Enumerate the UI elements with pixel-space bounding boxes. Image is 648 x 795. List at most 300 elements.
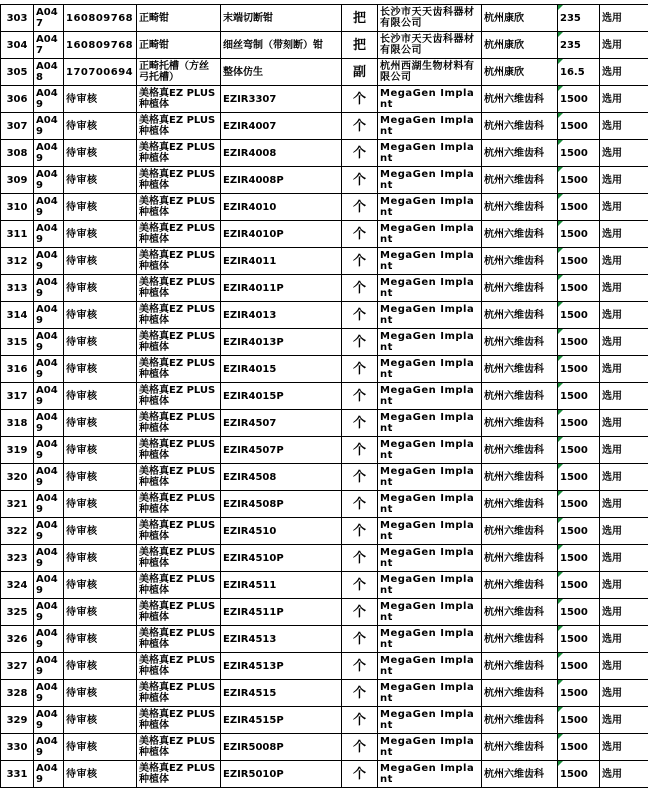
- product-name-cell[interactable]: 美格真EZ PLUS种植体: [137, 221, 221, 248]
- category-code-cell[interactable]: A049: [34, 356, 64, 383]
- row-number-cell[interactable]: 303: [1, 5, 34, 32]
- row-number-cell[interactable]: 312: [1, 248, 34, 275]
- unit-cell[interactable]: 个: [342, 248, 378, 275]
- status-cell[interactable]: 选用: [600, 734, 648, 761]
- distributor-cell[interactable]: 杭州六维齿科: [482, 113, 558, 140]
- product-code-cell[interactable]: 待审核: [64, 86, 137, 113]
- product-code-cell[interactable]: 待审核: [64, 599, 137, 626]
- category-code-cell[interactable]: A049: [34, 599, 64, 626]
- product-name-cell[interactable]: 美格真EZ PLUS种植体: [137, 383, 221, 410]
- unit-cell[interactable]: 把: [342, 5, 378, 32]
- unit-cell[interactable]: 个: [342, 653, 378, 680]
- category-code-cell[interactable]: A049: [34, 437, 64, 464]
- row-number-cell[interactable]: 327: [1, 653, 34, 680]
- status-cell[interactable]: 选用: [600, 275, 648, 302]
- unit-cell[interactable]: 个: [342, 437, 378, 464]
- product-code-cell[interactable]: 待审核: [64, 707, 137, 734]
- manufacturer-cell[interactable]: MegaGen Implant: [378, 140, 482, 167]
- category-code-cell[interactable]: A049: [34, 626, 64, 653]
- price-cell[interactable]: [558, 302, 600, 329]
- distributor-cell[interactable]: 杭州六维齿科: [482, 194, 558, 221]
- specification-cell[interactable]: EZIR4507P: [221, 437, 342, 464]
- status-cell[interactable]: 选用: [600, 140, 648, 167]
- product-code-cell[interactable]: 160809768: [64, 32, 137, 59]
- unit-cell[interactable]: 个: [342, 572, 378, 599]
- status-cell[interactable]: 选用: [600, 410, 648, 437]
- product-code-cell[interactable]: 待审核: [64, 545, 137, 572]
- row-number-cell[interactable]: 322: [1, 518, 34, 545]
- product-code-cell[interactable]: 待审核: [64, 113, 137, 140]
- specification-cell[interactable]: EZIR4510P: [221, 545, 342, 572]
- distributor-cell[interactable]: 杭州六维齿科: [482, 680, 558, 707]
- specification-cell[interactable]: EZIR4013: [221, 302, 342, 329]
- row-number-cell[interactable]: 328: [1, 680, 34, 707]
- price-cell[interactable]: [558, 626, 600, 653]
- product-code-cell[interactable]: 170700694: [64, 59, 137, 86]
- status-cell[interactable]: 选用: [600, 113, 648, 140]
- row-number-cell[interactable]: 321: [1, 491, 34, 518]
- manufacturer-cell[interactable]: MegaGen Implant: [378, 383, 482, 410]
- product-name-cell[interactable]: 美格真EZ PLUS种植体: [137, 410, 221, 437]
- specification-cell[interactable]: 整体仿生: [221, 59, 342, 86]
- manufacturer-cell[interactable]: MegaGen Implant: [378, 410, 482, 437]
- manufacturer-cell[interactable]: MegaGen Implant: [378, 356, 482, 383]
- manufacturer-cell[interactable]: MegaGen Implant: [378, 680, 482, 707]
- specification-cell[interactable]: EZIR4008P: [221, 167, 342, 194]
- specification-cell[interactable]: EZIR4015P: [221, 383, 342, 410]
- price-cell[interactable]: [558, 572, 600, 599]
- cell-marker-icon: [558, 464, 563, 469]
- product-name-cell[interactable]: 美格真EZ PLUS种植体: [137, 734, 221, 761]
- unit-cell[interactable]: 个: [342, 464, 378, 491]
- category-code-cell[interactable]: A049: [34, 329, 64, 356]
- distributor-cell[interactable]: 杭州康欣: [482, 5, 558, 32]
- unit-cell[interactable]: 个: [342, 275, 378, 302]
- unit-cell[interactable]: 个: [342, 545, 378, 572]
- category-code-cell[interactable]: A049: [34, 302, 64, 329]
- specification-cell[interactable]: EZIR4008: [221, 140, 342, 167]
- product-code-cell[interactable]: 待审核: [64, 464, 137, 491]
- category-code-cell[interactable]: A049: [34, 761, 64, 788]
- product-name-cell[interactable]: 美格真EZ PLUS种植体: [137, 518, 221, 545]
- row-number-cell[interactable]: 318: [1, 410, 34, 437]
- status-cell[interactable]: 选用: [600, 302, 648, 329]
- price-cell[interactable]: [558, 140, 600, 167]
- manufacturer-cell[interactable]: MegaGen Implant: [378, 599, 482, 626]
- unit-cell[interactable]: 副: [342, 59, 378, 86]
- product-name-cell[interactable]: 美格真EZ PLUS种植体: [137, 707, 221, 734]
- unit-cell[interactable]: 个: [342, 86, 378, 113]
- price-cell[interactable]: [558, 59, 600, 86]
- product-code-cell[interactable]: 待审核: [64, 248, 137, 275]
- distributor-cell[interactable]: 杭州六维齿科: [482, 383, 558, 410]
- row-number-cell[interactable]: 326: [1, 626, 34, 653]
- product-code-cell[interactable]: 待审核: [64, 437, 137, 464]
- product-code-cell[interactable]: 待审核: [64, 194, 137, 221]
- status-cell[interactable]: 选用: [600, 5, 648, 32]
- row-number-cell[interactable]: 315: [1, 329, 34, 356]
- product-name-cell[interactable]: 美格真EZ PLUS种植体: [137, 437, 221, 464]
- category-code-cell[interactable]: A049: [34, 734, 64, 761]
- manufacturer-cell[interactable]: MegaGen Implant: [378, 626, 482, 653]
- distributor-cell[interactable]: 杭州六维齿科: [482, 464, 558, 491]
- status-cell[interactable]: 选用: [600, 248, 648, 275]
- price-cell[interactable]: [558, 437, 600, 464]
- price-cell[interactable]: [558, 86, 600, 113]
- manufacturer-cell[interactable]: MegaGen Implant: [378, 707, 482, 734]
- product-name-cell[interactable]: 美格真EZ PLUS种植体: [137, 86, 221, 113]
- status-cell[interactable]: 选用: [600, 680, 648, 707]
- status-cell[interactable]: 选用: [600, 626, 648, 653]
- distributor-cell[interactable]: 杭州六维齿科: [482, 626, 558, 653]
- distributor-cell[interactable]: 杭州六维齿科: [482, 734, 558, 761]
- row-number-cell[interactable]: 307: [1, 113, 34, 140]
- category-code-cell[interactable]: A049: [34, 221, 64, 248]
- manufacturer-cell[interactable]: MegaGen Implant: [378, 113, 482, 140]
- product-code-cell[interactable]: 待审核: [64, 761, 137, 788]
- product-name-cell[interactable]: 美格真EZ PLUS种植体: [137, 626, 221, 653]
- product-code-cell[interactable]: 待审核: [64, 572, 137, 599]
- manufacturer-cell[interactable]: MegaGen Implant: [378, 545, 482, 572]
- status-cell[interactable]: 选用: [600, 518, 648, 545]
- price-cell[interactable]: [558, 329, 600, 356]
- unit-cell[interactable]: 个: [342, 302, 378, 329]
- specification-cell[interactable]: EZIR4515P: [221, 707, 342, 734]
- status-cell[interactable]: 选用: [600, 383, 648, 410]
- manufacturer-cell[interactable]: MegaGen Implant: [378, 86, 482, 113]
- manufacturer-cell[interactable]: MegaGen Implant: [378, 437, 482, 464]
- manufacturer-cell[interactable]: MegaGen Implant: [378, 167, 482, 194]
- row-number-cell[interactable]: 306: [1, 86, 34, 113]
- price-cell[interactable]: [558, 113, 600, 140]
- product-name-cell[interactable]: 美格真EZ PLUS种植体: [137, 194, 221, 221]
- status-cell[interactable]: 选用: [600, 491, 648, 518]
- product-name-cell[interactable]: 美格真EZ PLUS种植体: [137, 680, 221, 707]
- product-name-cell[interactable]: 美格真EZ PLUS种植体: [137, 329, 221, 356]
- status-cell[interactable]: 选用: [600, 356, 648, 383]
- price-cell[interactable]: [558, 761, 600, 788]
- distributor-cell[interactable]: 杭州六维齿科: [482, 221, 558, 248]
- distributor-cell[interactable]: 杭州六维齿科: [482, 518, 558, 545]
- distributor-cell[interactable]: 杭州康欣: [482, 32, 558, 59]
- distributor-cell[interactable]: 杭州六维齿科: [482, 302, 558, 329]
- status-cell[interactable]: 选用: [600, 86, 648, 113]
- price-cell[interactable]: [558, 410, 600, 437]
- category-code-cell[interactable]: A049: [34, 86, 64, 113]
- status-cell[interactable]: 选用: [600, 707, 648, 734]
- cell-marker-icon: [558, 680, 563, 685]
- product-name-cell[interactable]: 美格真EZ PLUS种植体: [137, 248, 221, 275]
- product-code-cell[interactable]: 待审核: [64, 356, 137, 383]
- manufacturer-cell[interactable]: MegaGen Implant: [378, 194, 482, 221]
- distributor-cell[interactable]: 杭州六维齿科: [482, 275, 558, 302]
- category-code-cell[interactable]: A049: [34, 140, 64, 167]
- row-number-cell[interactable]: 316: [1, 356, 34, 383]
- product-code-cell[interactable]: 待审核: [64, 275, 137, 302]
- category-code-cell[interactable]: A047: [34, 32, 64, 59]
- manufacturer-cell[interactable]: 长沙市天天齿科器材有限公司: [378, 32, 482, 59]
- unit-cell[interactable]: 把: [342, 32, 378, 59]
- product-code-cell[interactable]: 待审核: [64, 410, 137, 437]
- price-cell[interactable]: [558, 383, 600, 410]
- price-cell[interactable]: [558, 248, 600, 275]
- table-row: [1, 59, 648, 86]
- table-row: [1, 248, 648, 275]
- row-number-cell[interactable]: 311: [1, 221, 34, 248]
- status-cell[interactable]: 选用: [600, 329, 648, 356]
- price-value: 1500: [560, 525, 588, 537]
- product-name-cell[interactable]: 美格真EZ PLUS种植体: [137, 275, 221, 302]
- category-code-cell[interactable]: A049: [34, 410, 64, 437]
- row-number-cell[interactable]: 304: [1, 32, 34, 59]
- row-number-cell[interactable]: 309: [1, 167, 34, 194]
- product-name-cell[interactable]: 美格真EZ PLUS种植体: [137, 302, 221, 329]
- table-row: [1, 626, 648, 653]
- row-number-cell[interactable]: 314: [1, 302, 34, 329]
- row-number-cell[interactable]: 323: [1, 545, 34, 572]
- price-value: 1500: [560, 363, 588, 375]
- category-code-cell[interactable]: A049: [34, 383, 64, 410]
- price-cell[interactable]: [558, 32, 600, 59]
- specification-cell[interactable]: EZIR4511P: [221, 599, 342, 626]
- distributor-cell[interactable]: 杭州六维齿科: [482, 599, 558, 626]
- row-number-cell[interactable]: 329: [1, 707, 34, 734]
- price-cell[interactable]: [558, 518, 600, 545]
- manufacturer-cell[interactable]: 杭州西湖生物材料有限公司: [378, 59, 482, 86]
- specification-cell[interactable]: EZIR4508P: [221, 491, 342, 518]
- price-cell[interactable]: [558, 491, 600, 518]
- category-code-cell[interactable]: A049: [34, 653, 64, 680]
- specification-cell[interactable]: EZIR4511: [221, 572, 342, 599]
- product-code-cell[interactable]: 待审核: [64, 734, 137, 761]
- category-code-cell[interactable]: A049: [34, 464, 64, 491]
- manufacturer-cell[interactable]: MegaGen Implant: [378, 329, 482, 356]
- unit-cell[interactable]: 个: [342, 680, 378, 707]
- unit-cell[interactable]: 个: [342, 707, 378, 734]
- product-name-cell[interactable]: 美格真EZ PLUS种植体: [137, 113, 221, 140]
- product-name-cell[interactable]: 正畸托槽（方丝弓托槽）: [137, 59, 221, 86]
- specification-cell[interactable]: EZIR4513: [221, 626, 342, 653]
- unit-cell[interactable]: 个: [342, 410, 378, 437]
- distributor-cell[interactable]: 杭州六维齿科: [482, 491, 558, 518]
- unit-cell[interactable]: 个: [342, 518, 378, 545]
- price-cell[interactable]: [558, 653, 600, 680]
- unit-cell[interactable]: 个: [342, 167, 378, 194]
- product-code-cell[interactable]: 待审核: [64, 680, 137, 707]
- row-number-cell[interactable]: 310: [1, 194, 34, 221]
- row-number-cell[interactable]: 330: [1, 734, 34, 761]
- row-number-cell[interactable]: 319: [1, 437, 34, 464]
- distributor-cell[interactable]: 杭州六维齿科: [482, 572, 558, 599]
- table-row: [1, 221, 648, 248]
- status-cell[interactable]: 选用: [600, 572, 648, 599]
- price-cell[interactable]: [558, 734, 600, 761]
- price-cell[interactable]: [558, 680, 600, 707]
- category-code-cell[interactable]: A048: [34, 59, 64, 86]
- specification-cell[interactable]: EZIR4015: [221, 356, 342, 383]
- specification-cell[interactable]: EZIR4510: [221, 518, 342, 545]
- price-cell[interactable]: [558, 545, 600, 572]
- category-code-cell[interactable]: A049: [34, 518, 64, 545]
- price-cell[interactable]: [558, 167, 600, 194]
- price-cell[interactable]: [558, 599, 600, 626]
- specification-cell[interactable]: EZIR4507: [221, 410, 342, 437]
- specification-cell[interactable]: EZIR4011P: [221, 275, 342, 302]
- specification-cell[interactable]: 末端切断钳: [221, 5, 342, 32]
- category-code-cell[interactable]: A047: [34, 5, 64, 32]
- distributor-cell[interactable]: 杭州六维齿科: [482, 545, 558, 572]
- manufacturer-cell[interactable]: MegaGen Implant: [378, 491, 482, 518]
- distributor-cell[interactable]: 杭州六维齿科: [482, 653, 558, 680]
- manufacturer-cell[interactable]: MegaGen Implant: [378, 653, 482, 680]
- manufacturer-cell[interactable]: MegaGen Implant: [378, 248, 482, 275]
- category-code-cell[interactable]: A049: [34, 572, 64, 599]
- row-number-cell[interactable]: 320: [1, 464, 34, 491]
- category-code-cell[interactable]: A049: [34, 545, 64, 572]
- category-code-cell[interactable]: A049: [34, 680, 64, 707]
- product-code-cell[interactable]: 待审核: [64, 653, 137, 680]
- category-code-cell[interactable]: A049: [34, 194, 64, 221]
- distributor-cell[interactable]: 杭州六维齿科: [482, 86, 558, 113]
- manufacturer-cell[interactable]: MegaGen Implant: [378, 275, 482, 302]
- unit-cell[interactable]: 个: [342, 140, 378, 167]
- product-code-cell[interactable]: 待审核: [64, 302, 137, 329]
- category-code-cell[interactable]: A049: [34, 707, 64, 734]
- price-cell[interactable]: [558, 194, 600, 221]
- unit-cell[interactable]: 个: [342, 329, 378, 356]
- product-code-cell[interactable]: 待审核: [64, 383, 137, 410]
- product-name-cell[interactable]: 正畸钳: [137, 5, 221, 32]
- product-code-cell[interactable]: 待审核: [64, 491, 137, 518]
- product-code-cell[interactable]: 待审核: [64, 140, 137, 167]
- price-cell[interactable]: [558, 5, 600, 32]
- price-cell[interactable]: [558, 356, 600, 383]
- category-code-cell[interactable]: A049: [34, 491, 64, 518]
- unit-cell[interactable]: 个: [342, 761, 378, 788]
- product-name-cell[interactable]: 美格真EZ PLUS种植体: [137, 140, 221, 167]
- manufacturer-cell[interactable]: MegaGen Implant: [378, 734, 482, 761]
- manufacturer-cell[interactable]: MegaGen Implant: [378, 518, 482, 545]
- row-number-cell[interactable]: 305: [1, 59, 34, 86]
- unit-cell[interactable]: 个: [342, 491, 378, 518]
- distributor-cell[interactable]: 杭州六维齿科: [482, 248, 558, 275]
- distributor-cell[interactable]: 杭州六维齿科: [482, 761, 558, 788]
- price-cell[interactable]: [558, 275, 600, 302]
- cell-marker-icon: [558, 329, 563, 334]
- manufacturer-cell[interactable]: MegaGen Implant: [378, 302, 482, 329]
- product-name-cell[interactable]: 正畸钳: [137, 32, 221, 59]
- product-code-cell[interactable]: 待审核: [64, 626, 137, 653]
- cell-marker-icon: [558, 761, 563, 766]
- unit-cell[interactable]: 个: [342, 356, 378, 383]
- category-code-cell[interactable]: A049: [34, 275, 64, 302]
- product-code-cell[interactable]: 待审核: [64, 221, 137, 248]
- product-name-cell[interactable]: 美格真EZ PLUS种植体: [137, 653, 221, 680]
- specification-cell[interactable]: EZIR4010: [221, 194, 342, 221]
- distributor-cell[interactable]: 杭州康欣: [482, 59, 558, 86]
- distributor-cell[interactable]: 杭州六维齿科: [482, 140, 558, 167]
- product-name-cell[interactable]: 美格真EZ PLUS种植体: [137, 356, 221, 383]
- category-code-cell[interactable]: A049: [34, 248, 64, 275]
- price-cell[interactable]: [558, 464, 600, 491]
- status-cell[interactable]: 选用: [600, 32, 648, 59]
- product-name-cell[interactable]: 美格真EZ PLUS种植体: [137, 491, 221, 518]
- unit-cell[interactable]: 个: [342, 734, 378, 761]
- specification-cell[interactable]: EZIR5010P: [221, 761, 342, 788]
- row-number-cell[interactable]: 324: [1, 572, 34, 599]
- specification-cell[interactable]: EZIR3307: [221, 86, 342, 113]
- product-code-cell[interactable]: 待审核: [64, 518, 137, 545]
- product-code-cell[interactable]: 160809768: [64, 5, 137, 32]
- manufacturer-cell[interactable]: MegaGen Implant: [378, 572, 482, 599]
- product-name-cell[interactable]: 美格真EZ PLUS种植体: [137, 545, 221, 572]
- unit-cell[interactable]: 个: [342, 599, 378, 626]
- status-cell[interactable]: 选用: [600, 464, 648, 491]
- row-number-cell[interactable]: 331: [1, 761, 34, 788]
- distributor-cell[interactable]: 杭州六维齿科: [482, 707, 558, 734]
- unit-cell[interactable]: 个: [342, 113, 378, 140]
- manufacturer-cell[interactable]: MegaGen Implant: [378, 464, 482, 491]
- product-code-cell[interactable]: 待审核: [64, 329, 137, 356]
- status-cell[interactable]: 选用: [600, 599, 648, 626]
- specification-cell[interactable]: EZIR4007: [221, 113, 342, 140]
- distributor-cell[interactable]: 杭州六维齿科: [482, 437, 558, 464]
- distributor-cell[interactable]: 杭州六维齿科: [482, 167, 558, 194]
- status-cell[interactable]: 选用: [600, 545, 648, 572]
- unit-cell[interactable]: 个: [342, 194, 378, 221]
- manufacturer-cell[interactable]: 长沙市天天齿科器材有限公司: [378, 5, 482, 32]
- distributor-cell[interactable]: 杭州六维齿科: [482, 356, 558, 383]
- distributor-cell[interactable]: 杭州六维齿科: [482, 329, 558, 356]
- specification-cell[interactable]: EZIR4513P: [221, 653, 342, 680]
- price-cell[interactable]: [558, 221, 600, 248]
- category-code-cell[interactable]: A049: [34, 167, 64, 194]
- unit-cell[interactable]: 个: [342, 626, 378, 653]
- specification-cell[interactable]: EZIR4515: [221, 680, 342, 707]
- distributor-cell[interactable]: 杭州六维齿科: [482, 410, 558, 437]
- row-number-cell[interactable]: 325: [1, 599, 34, 626]
- status-cell[interactable]: 选用: [600, 437, 648, 464]
- row-number-cell[interactable]: 308: [1, 140, 34, 167]
- product-name-cell[interactable]: 美格真EZ PLUS种植体: [137, 761, 221, 788]
- specification-cell[interactable]: 细丝弯制（带刻断）钳: [221, 32, 342, 59]
- status-cell[interactable]: 选用: [600, 761, 648, 788]
- category-code-cell[interactable]: A049: [34, 113, 64, 140]
- product-name-cell[interactable]: 美格真EZ PLUS种植体: [137, 572, 221, 599]
- row-number-cell[interactable]: 317: [1, 383, 34, 410]
- product-name-cell[interactable]: 美格真EZ PLUS种植体: [137, 464, 221, 491]
- status-cell[interactable]: 选用: [600, 194, 648, 221]
- unit-cell[interactable]: 个: [342, 221, 378, 248]
- manufacturer-cell[interactable]: MegaGen Implant: [378, 761, 482, 788]
- specification-cell[interactable]: EZIR4013P: [221, 329, 342, 356]
- status-cell[interactable]: 选用: [600, 653, 648, 680]
- row-number-cell[interactable]: 313: [1, 275, 34, 302]
- product-name-cell[interactable]: 美格真EZ PLUS种植体: [137, 167, 221, 194]
- specification-cell[interactable]: EZIR4508: [221, 464, 342, 491]
- status-cell[interactable]: 选用: [600, 167, 648, 194]
- product-name-cell[interactable]: 美格真EZ PLUS种植体: [137, 599, 221, 626]
- price-cell[interactable]: [558, 707, 600, 734]
- manufacturer-cell[interactable]: MegaGen Implant: [378, 221, 482, 248]
- specification-cell[interactable]: EZIR5008P: [221, 734, 342, 761]
- unit-cell[interactable]: 个: [342, 383, 378, 410]
- product-code-cell[interactable]: 待审核: [64, 167, 137, 194]
- specification-cell[interactable]: EZIR4010P: [221, 221, 342, 248]
- specification-cell[interactable]: EZIR4011: [221, 248, 342, 275]
- status-cell[interactable]: 选用: [600, 221, 648, 248]
- status-cell[interactable]: 选用: [600, 59, 648, 86]
